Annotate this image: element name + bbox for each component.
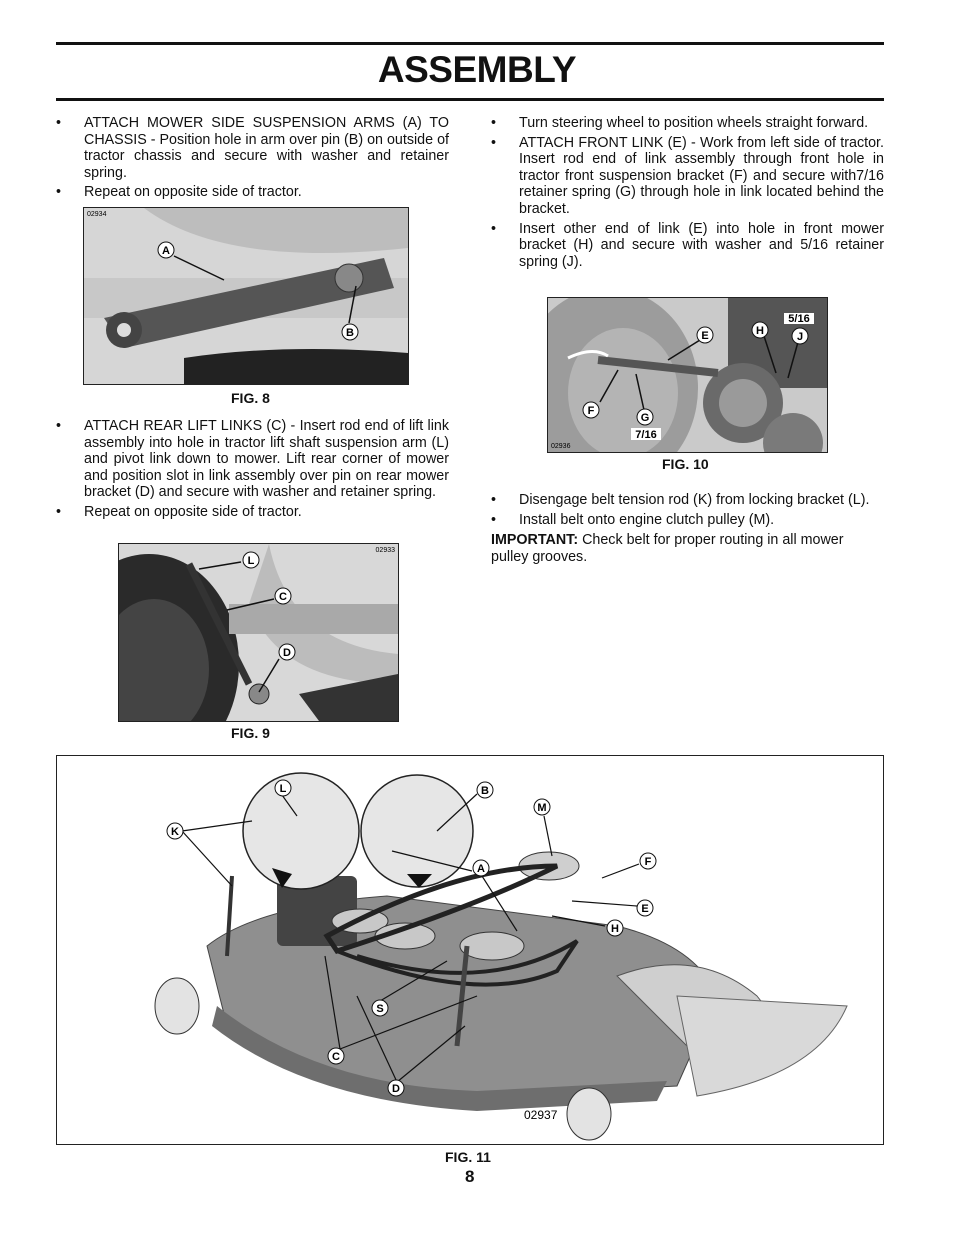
instruction-text: Repeat on opposite side of tractor. — [84, 184, 302, 201]
list-item — [491, 221, 884, 271]
important-label: IMPORTANT: — [491, 532, 579, 549]
callout-c: C — [279, 591, 287, 603]
instruction-text: Disengage belt tension rod (K) from locking bracket (L). — [519, 492, 870, 508]
fig9-image-number: 02933 — [375, 547, 395, 554]
fig8-caption: FIG. 8 — [231, 390, 270, 406]
list-item — [56, 115, 449, 181]
callout-f: F — [587, 405, 595, 417]
size-7-16: 7/16 — [635, 429, 657, 441]
callout-g: G — [640, 412, 650, 424]
callout-m: M — [537, 802, 547, 814]
left-bullets-1 — [56, 115, 449, 204]
fig11-image-number: 02937 — [524, 1108, 558, 1122]
list-item — [56, 184, 449, 201]
list-item — [491, 492, 884, 509]
callout-b: B — [346, 327, 354, 339]
bullet-icon: • — [56, 115, 62, 131]
instruction-text: Repeat on opposite side of tractor. — [84, 503, 302, 520]
callout-e: E — [701, 330, 709, 342]
callout-a: A — [477, 863, 485, 875]
callout-c: C — [332, 1051, 340, 1063]
list-item — [491, 115, 884, 132]
callout-d: D — [283, 647, 291, 659]
callout-h: H — [611, 923, 619, 935]
callout-h: H — [756, 325, 764, 337]
callout-d: D — [392, 1083, 400, 1095]
bullet-icon: • — [491, 220, 497, 237]
bullet-icon: • — [491, 511, 497, 528]
callout-f: F — [644, 856, 652, 868]
bullet-icon: • — [56, 184, 62, 201]
top-rule — [56, 42, 884, 45]
fig10-illustration — [548, 298, 827, 452]
fig10-image-number: 02936 — [551, 443, 571, 450]
figure-11 — [56, 755, 884, 1145]
callout-e: E — [641, 903, 649, 915]
callout-a: A — [162, 245, 170, 257]
instruction-text: ATTACH FRONT LINK (E) - Work from left side of tractor. Insert rod end of link assembly through front hole in tractor front suspension bracket (F) and secure with7/16 retainer spring (G) through hole in link located behind the bracket. — [519, 134, 884, 217]
list-item — [491, 135, 884, 218]
bullet-icon: • — [491, 492, 497, 508]
instruction-text: ATTACH MOWER SIDE SUSPENSION ARMS (A) TO CHASSIS - Position hole in arm over pin (B) on outside of tractor chassis and secure with washer and retainer spring. — [84, 115, 449, 181]
important-text: Check belt for proper routing in all mower pulley grooves. — [491, 532, 844, 565]
instruction-text: Install belt onto engine clutch pulley (M). — [519, 511, 775, 528]
fig11-illustration — [57, 756, 883, 1144]
instruction-text: ATTACH REAR LIFT LINKS (C) - Insert rod end of lift link assembly into hole in tractor lift shaft suspension arm (L) and pivot link down to mower. Lift rear corner of mower and position slot in link assembly over pin on rear mower bracket (D) and secure with washer and retainer spring. — [84, 418, 449, 501]
callout-b: B — [481, 785, 489, 797]
callout-k: K — [171, 826, 179, 838]
list-item — [491, 512, 884, 529]
list-item — [56, 504, 449, 521]
instruction-text: Insert other end of link (E) into hole in front mower bracket (H) and secure with washer and 5/16 retainer spring (J). — [519, 220, 884, 270]
fig9-caption: FIG. 9 — [231, 725, 270, 741]
bullet-icon: • — [491, 134, 497, 151]
page-title: ASSEMBLY — [377, 49, 577, 90]
left-bullets-2 — [56, 418, 449, 524]
page-number: 8 — [465, 1167, 475, 1186]
title-rule — [56, 98, 884, 101]
fig11-caption: FIG. 11 — [445, 1149, 491, 1165]
important-note — [491, 532, 884, 565]
instruction-text: Turn steering wheel to position wheels straight forward. — [519, 115, 869, 131]
callout-l: L — [247, 555, 255, 567]
figure-9 — [118, 543, 399, 722]
callout-s: S — [376, 1003, 384, 1015]
right-bullets-1 — [491, 115, 884, 273]
callout-j: J — [796, 331, 804, 343]
bullet-icon: • — [56, 503, 62, 520]
fig8-illustration — [84, 208, 408, 384]
figure-8 — [83, 207, 409, 385]
right-bullets-2 — [491, 492, 884, 565]
figure-10 — [547, 297, 828, 453]
callout-l: L — [279, 783, 287, 795]
fig8-image-number: 02934 — [87, 211, 107, 218]
size-5-16: 5/16 — [788, 313, 810, 325]
fig10-caption: FIG. 10 — [662, 456, 709, 472]
bullet-icon: • — [56, 418, 62, 434]
fig9-illustration — [119, 544, 398, 721]
list-item — [56, 418, 449, 501]
bullet-icon: • — [491, 115, 497, 131]
